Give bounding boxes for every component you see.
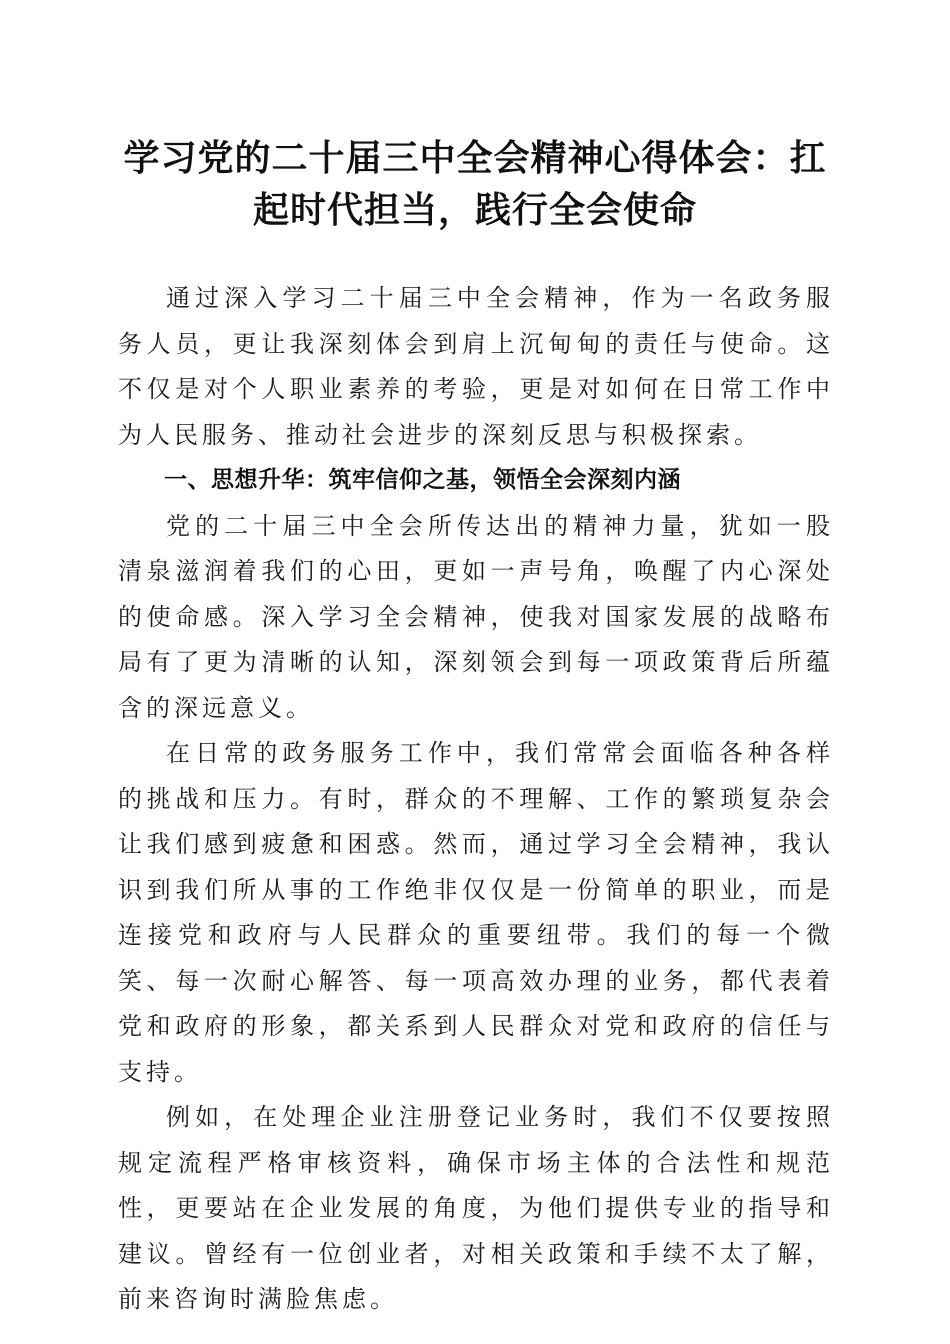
body-paragraph: 例如，在处理企业注册登记业务时，我们不仅要按照规定流程严格审核资料，确保市场主体的合法性和规范性，更要站在企业发展的角度，为他们提供专业的指导和建议。曾经有一位创业者，对相关政策和手续不太了解，前来咨询时满脸焦虑。 bbox=[118, 1103, 834, 1313]
section-heading: 一、思想升华：筑牢信仰之基，领悟全会深刻内涵 bbox=[164, 467, 681, 493]
body-paragraph: 在日常的政务服务工作中，我们常常会面临各种各样的挑战和压力。有时，群众的不理解、工作的繁琐复杂会让我们感到疲惫和困惑。然而，通过学习全会精神，我认识到我们所从事的工作绝非仅仅是一份简单的职业，而是连接党和政府与人民群众的重要纽带。我们的每一个微笑、每一次耐心解答、每一项高效办理的业务，都代表着党和政府的形象，都关系到人民群众对党和政府的信任与支持。 bbox=[118, 739, 834, 1086]
intro-paragraph: 通过深入学习二十届三中全会精神，作为一名政务服务人员，更让我深刻体会到肩上沉甸甸的责任与使命。这不仅是对个人职业素养的考验，更是对如何在日常工作中为人民服务、推动社会进步的深刻反思与积极探索。 bbox=[118, 284, 834, 449]
document-title: 学习党的二十届三中全会精神心得体会：扛起时代担当，践行全会使命 bbox=[123, 137, 827, 231]
document-body bbox=[118, 276, 834, 1323]
body-paragraph: 党的二十届三中全会所传达出的精神力量，犹如一股清泉滋润着我们的心田，更如一声号角，唤醒了内心深处的使命感。深入学习全会精神，使我对国家发展的战略布局有了更为清晰的认知，深刻领会到每一项政策背后所蕴含的深远意义。 bbox=[118, 511, 834, 722]
